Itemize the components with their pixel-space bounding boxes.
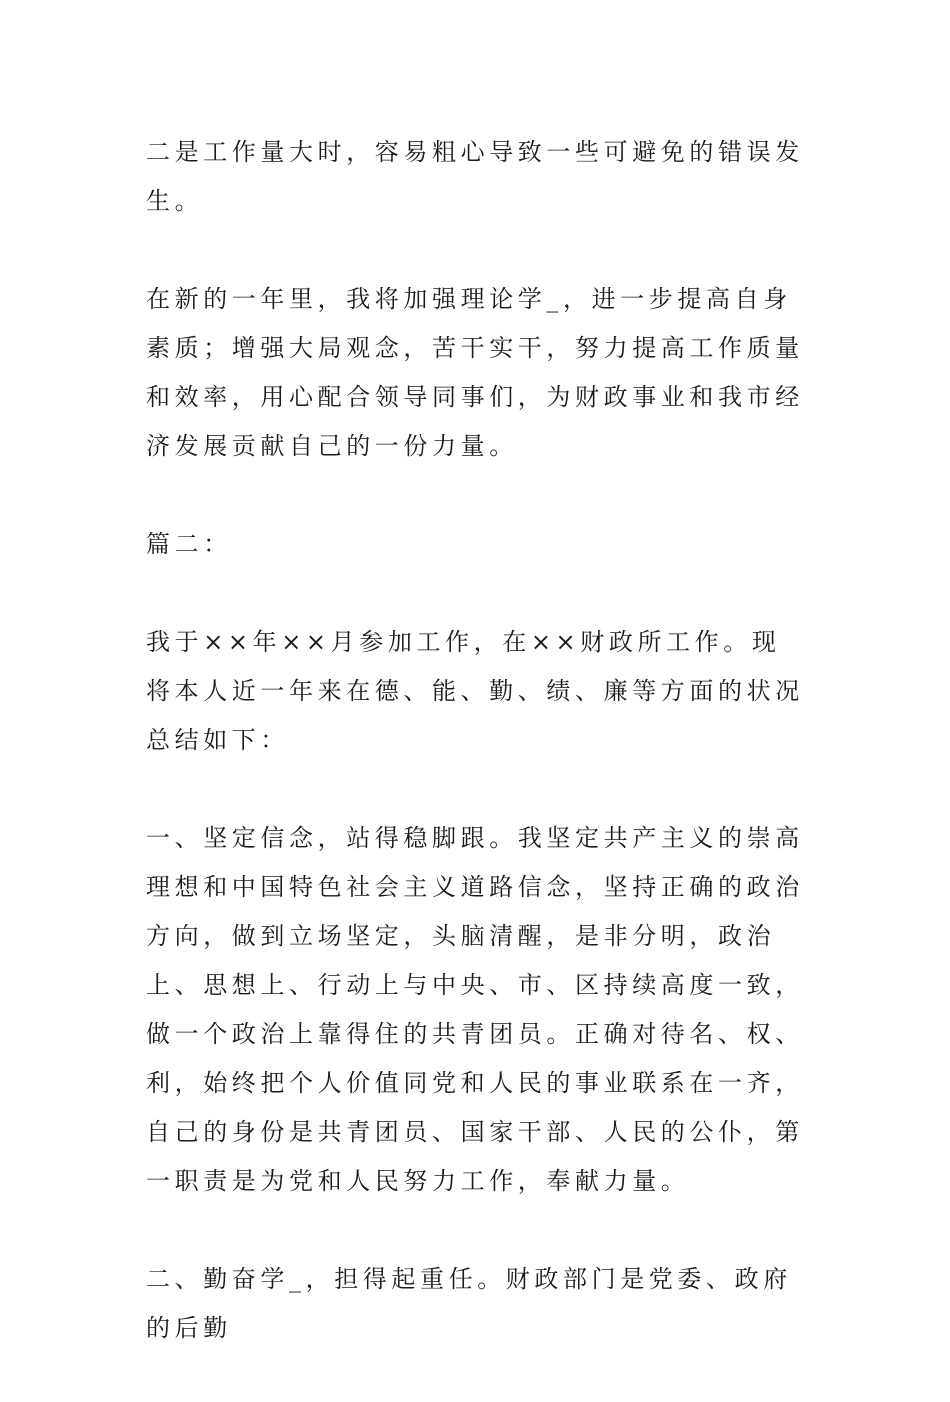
paragraph: 二、勤奋学_，担得起重任。财政部门是党委、政府的后勤 xyxy=(146,1265,792,1342)
section-heading: 篇二： xyxy=(146,530,232,558)
paragraph: 我于××年××月参加工作，在××财政所工作。现将本人近一年来在德、能、勤、绩、廉等方面的状况总结如下： xyxy=(146,628,804,754)
paragraph: 一、坚定信念，站得稳脚跟。我坚定共产主义的崇高理想和中国特色社会主义道路信念，坚持正确的政治方向，做到立场坚定，头脑清醒，是非分明，政治上、思想上、行动上与中央、市、区持续高度一致，做一个政治上靠得住的共青团员。正确对待名、权、利，始终把个人价值同党和人民的事业联系在一齐，自己的身份是共青团员、国家干部、人民的公仆，第一职责是为党和人民努力工作，奉献力量。 xyxy=(146,824,804,1195)
paragraph: 在新的一年里，我将加强理论学_，进一步提高自身素质；增强大局观念，苦干实干，努力提高工作质量和效率，用心配合领导同事们，为财政事业和我市经济发展贡献自己的一份力量。 xyxy=(146,285,804,460)
paragraph: 二是工作量大时，容易粗心导致一些可避免的错误发生。 xyxy=(146,138,804,215)
document-body xyxy=(146,128,806,1402)
